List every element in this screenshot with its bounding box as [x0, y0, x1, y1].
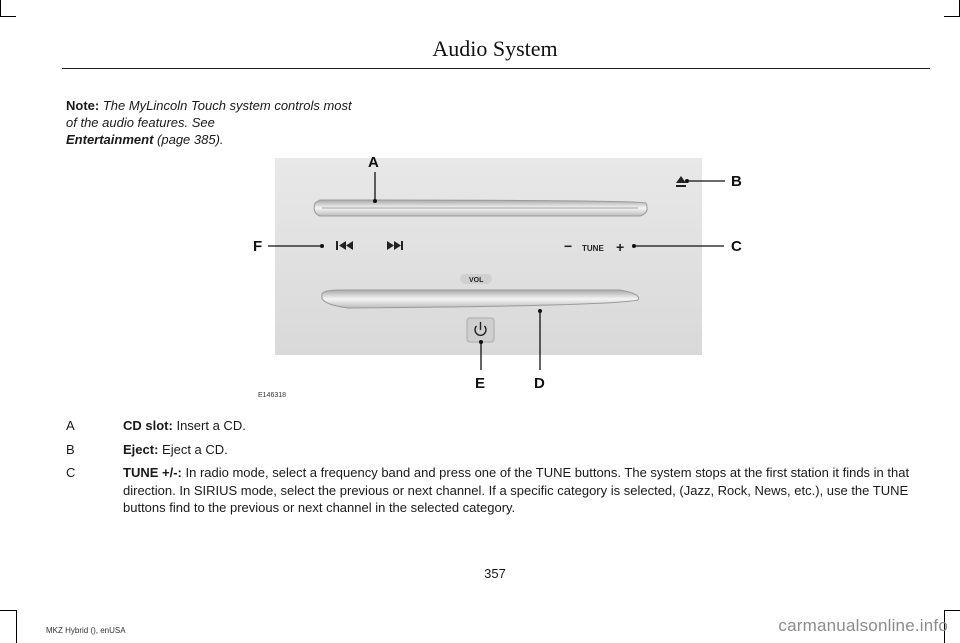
definition-letter: A [66, 418, 75, 433]
page-number: 357 [484, 566, 506, 581]
figure-id: E146318 [258, 392, 287, 399]
page-title: Audio System [432, 36, 558, 61]
note-text: The MyLincoln Touch system controls most of the audio features. See [66, 98, 352, 130]
callout-c: C [731, 238, 742, 255]
definition-letter: B [66, 441, 75, 457]
tune-label: TUNE [582, 244, 604, 253]
definition-list [66, 417, 932, 523]
volume-label: VOL [469, 277, 484, 284]
entertainment-link[interactable]: Entertainment [66, 132, 154, 147]
callout-c-dot [632, 244, 636, 248]
definition-term: CD slot: [123, 418, 173, 433]
crop-mark [944, 610, 960, 611]
document-code: MKZ Hybrid (), enUSA [46, 626, 126, 635]
tune-plus-button[interactable]: + [616, 239, 625, 255]
definition-row [66, 464, 932, 517]
audio-panel-figure [250, 148, 750, 402]
definition-text: Eject a CD. [162, 441, 228, 457]
tune-minus-button[interactable]: − [564, 238, 573, 254]
callout-f: F [253, 238, 263, 255]
crop-mark [0, 0, 1, 16]
definition-text: Insert a CD. [176, 418, 246, 433]
audio-panel-illustration [250, 148, 750, 402]
crop-mark [944, 16, 960, 17]
callout-d-dot [538, 309, 542, 313]
definition-text: In radio mode, select a frequency band and press one of the TUNE buttons. The system stops at the first station it finds in that direction. In SIRIUS mode, select the previous or next channel. If a specific category is selected, (Jazz, Rock, News, etc.), use the TUNE buttons find to the previous or next channel in the selected category. [123, 465, 910, 515]
crop-mark [0, 16, 16, 17]
callout-b: B [731, 173, 742, 190]
note-paragraph [66, 97, 366, 148]
callout-a-dot [373, 199, 377, 203]
definition-term: Eject: [123, 441, 159, 457]
definition-row [66, 417, 932, 435]
crop-mark [0, 610, 16, 611]
definition-letter: C [66, 465, 76, 480]
watermark: carmanualsonline.info [778, 616, 948, 635]
callout-b-dot [685, 179, 689, 183]
callout-e-dot [479, 340, 483, 344]
page-reference: (page 385). [157, 132, 224, 147]
note-label: Note: [66, 98, 100, 113]
header-divider [62, 68, 930, 69]
callout-f-dot [320, 244, 324, 248]
definition-term: TUNE +/-: [123, 465, 182, 480]
callout-d: D [534, 375, 545, 392]
definition-row [66, 441, 932, 459]
callout-a: A [368, 154, 379, 171]
callout-e: E [475, 375, 486, 392]
crop-mark [16, 610, 17, 643]
